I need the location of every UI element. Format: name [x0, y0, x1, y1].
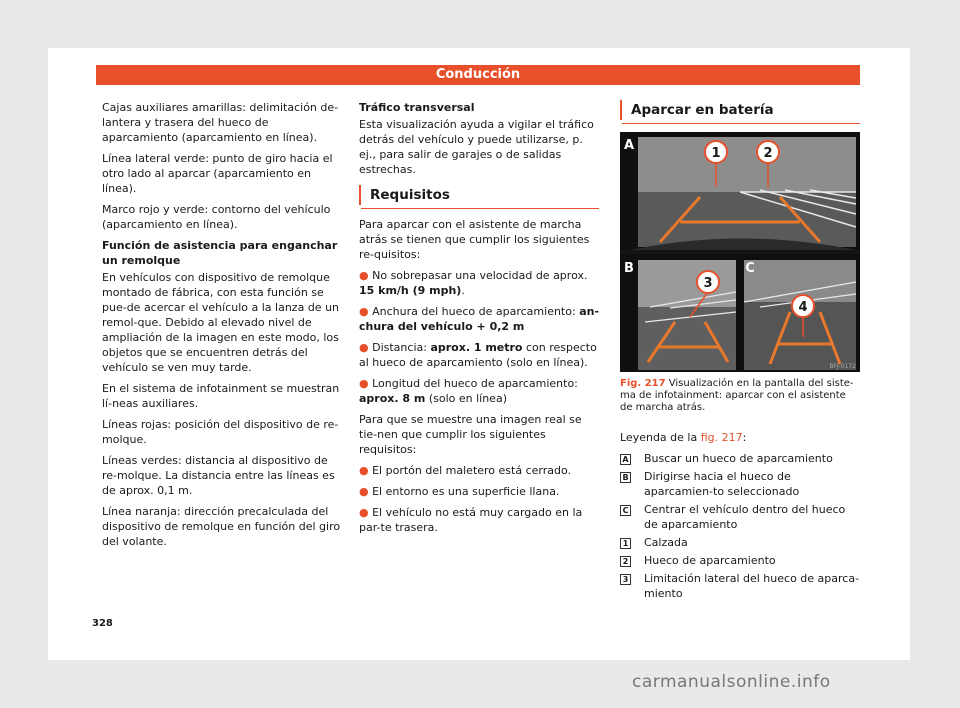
- legend-key: [620, 469, 638, 499]
- paragraph: Línea naranja: dirección precalculada del dispositivo de remolque en función del giro del volante.: [102, 505, 341, 548]
- paragraph: En el sistema de infotainment se muestran lí-neas auxiliares.: [102, 382, 340, 410]
- paragraph: Línea lateral verde: punto de giro hacia el otro lado al aparcar (aparcamiento en línea).: [102, 152, 333, 195]
- section-heading-aparcar: [620, 100, 860, 120]
- bullet-text: No sobrepasar una velocidad de aprox.: [372, 269, 588, 282]
- bullet-item: [359, 376, 599, 406]
- bullet-item: [359, 268, 599, 298]
- paragraph: Marco rojo y verde: contorno del vehículo (aparcamiento en línea).: [102, 203, 331, 231]
- legend-key-label: B: [620, 472, 631, 483]
- bullet-icon: ●: [359, 506, 373, 519]
- column-3: [620, 100, 860, 604]
- bullet-bold: aprox. 1 metro: [430, 341, 523, 354]
- chapter-header: Conducción: [96, 65, 860, 85]
- page-number: 328: [92, 618, 113, 629]
- bullet-icon: ●: [359, 341, 373, 354]
- paragraph: En vehículos con dispositivo de remolque montado de fábrica, con esta función se pue-de acercar el vehículo a la lanza de un remol-que. Debido al elevado nivel de ampliación de la imagen en este modo, los objetos que se encuentren detrás del vehículo se ven muy tarde.: [102, 271, 340, 374]
- legend-figure-link[interactable]: fig. 217: [700, 431, 743, 444]
- bullet-text: (solo en línea): [425, 392, 507, 405]
- bullet-item: [359, 463, 599, 478]
- section-heading-requisitos: [359, 185, 599, 205]
- figure-code: BFJ-0172: [829, 363, 856, 370]
- bullet-text: Distancia:: [372, 341, 431, 354]
- section-title: Requisitos: [370, 187, 450, 203]
- legend-item: [620, 535, 860, 550]
- section-rule: [622, 123, 860, 124]
- legend-item: [620, 571, 860, 601]
- subheading: Tráfico transversal: [359, 101, 475, 114]
- caption-text: Visualización en la pantalla del siste-ma de infotainment: aparcar con el asistente de marcha atrás.: [620, 378, 854, 413]
- legend-key: [620, 571, 638, 601]
- legend-key-label: 3: [620, 574, 631, 585]
- legend-intro-colon: :: [742, 431, 747, 444]
- bullet-item: [359, 505, 599, 535]
- bullet-icon: ●: [359, 305, 373, 318]
- bullet-icon: ●: [359, 269, 373, 282]
- bullet-text: Longitud del hueco de aparcamiento:: [372, 377, 578, 390]
- legend-key: [620, 535, 638, 550]
- legend-item: [620, 502, 860, 532]
- bullet-bold: aprox. 8 m: [359, 392, 426, 405]
- watermark: carmanualsonline.info: [632, 672, 831, 692]
- section-title: Aparcar en batería: [631, 102, 774, 118]
- callout-3-label: 3: [703, 276, 713, 291]
- callout-4-label: 4: [798, 300, 808, 315]
- bullet-bold: an-chura del vehículo + 0,2 m: [359, 305, 600, 333]
- panel-label-b: B: [624, 261, 634, 276]
- legend-key: [620, 553, 638, 568]
- caption-figure-number: Fig. 217: [620, 378, 666, 389]
- legend-intro-text: Leyenda de la: [620, 431, 701, 444]
- bullet-item: [359, 340, 599, 370]
- legend-key: [620, 502, 638, 532]
- legend-key: [620, 451, 638, 466]
- paragraph: Esta visualización ayuda a vigilar el tráfico detrás del vehículo y puede utilizarse, p. ej., para salir de garajes o de salidas estrechas.: [359, 118, 594, 176]
- bullet-text: El entorno es una superficie llana.: [372, 485, 560, 498]
- column-2: [359, 100, 599, 541]
- legend-item: [620, 451, 860, 466]
- paragraph: Para aparcar con el asistente de marcha atrás se tienen que cumplir los siguientes re-quisitos:: [359, 218, 590, 261]
- bullet-text: .: [461, 284, 465, 297]
- bullet-item: [359, 304, 599, 334]
- bullet-text: El portón del maletero está cerrado.: [372, 464, 572, 477]
- legend-key-label: 1: [620, 538, 631, 549]
- callout-1-label: 1: [711, 146, 721, 161]
- legend-key-label: A: [620, 454, 631, 465]
- bullet-text: El vehículo no está muy cargado en la par-te trasera.: [359, 506, 583, 534]
- legend-text: Buscar un hueco de aparcamiento: [644, 452, 833, 465]
- legend-text: Centrar el vehículo dentro del hueco de aparcamiento: [644, 503, 846, 531]
- bullet-icon: ●: [359, 464, 373, 477]
- subheading: Función de asistencia para enganchar un remolque: [102, 239, 338, 267]
- legend-item: [620, 469, 860, 499]
- paragraph: Líneas verdes: distancia al dispositivo de re-molque. La distancia entre las líneas es de aprox. 0,1 m.: [102, 454, 335, 497]
- panel-label-a: A: [623, 138, 635, 153]
- paragraph: Cajas auxiliares amarillas: delimitación de-lantera y trasera del hueco de aparcamiento (aparcamiento en línea).: [102, 101, 339, 144]
- bullet-icon: ●: [359, 485, 373, 498]
- legend-item: [620, 553, 860, 568]
- paragraph: Líneas rojas: posición del dispositivo de re-molque.: [102, 418, 339, 446]
- legend-text: Limitación lateral del hueco de aparca-miento: [644, 572, 860, 600]
- legend-text: Calzada: [644, 536, 688, 549]
- section-rule: [361, 208, 599, 209]
- paragraph: Para que se muestre una imagen real se tie-nen que cumplir los siguientes requisitos:: [359, 413, 582, 456]
- bullet-text: con respecto al hueco de aparcamiento (solo en línea).: [359, 341, 597, 369]
- legend-intro: [620, 430, 860, 445]
- column-1: [102, 100, 342, 555]
- camera-views-illustration: [620, 132, 860, 372]
- bullet-icon: ●: [359, 377, 373, 390]
- legend-key-label: 2: [620, 556, 631, 567]
- callout-2-label: 2: [763, 146, 773, 161]
- figure-217: [620, 132, 860, 372]
- bullet-bold: 15 km/h (9 mph): [359, 284, 462, 297]
- legend-key-label: C: [620, 505, 631, 516]
- legend-text: Hueco de aparcamiento: [644, 554, 776, 567]
- figure-caption: [620, 378, 860, 414]
- legend-list: [620, 451, 860, 601]
- panel-label-c: C: [745, 261, 755, 276]
- bullet-item: [359, 484, 599, 499]
- bullet-text: Anchura del hueco de aparcamiento:: [372, 305, 580, 318]
- legend-text: Dirigirse hacia el hueco de aparcamien-to seleccionado: [644, 470, 800, 498]
